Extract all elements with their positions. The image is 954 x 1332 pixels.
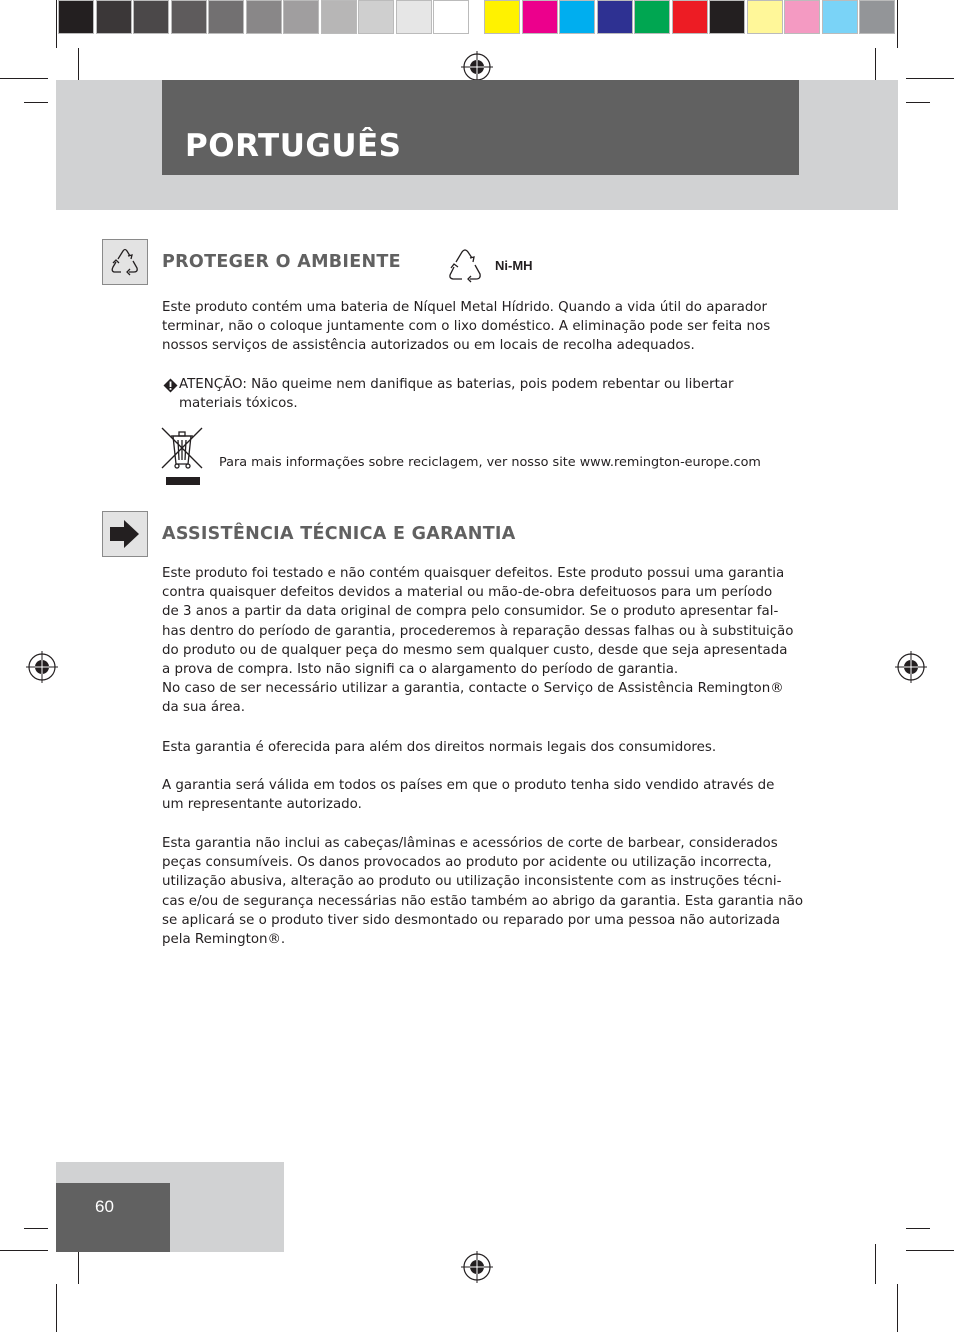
text-line: Este produto contém uma bateria de Níquel Metal Hídrido. Quando a vida útil do aparador (162, 300, 768, 315)
color-swatch (171, 0, 207, 34)
recycle-icon (103, 240, 147, 284)
crop-mark (897, 1284, 898, 1332)
color-swatch (634, 0, 670, 34)
registration-mark-icon (895, 651, 927, 683)
text-line: ATENÇÃO: Não queime nem danifique as baterias, pois podem rebentar ou libertar (179, 377, 734, 392)
warranty-paragraph-3 (162, 776, 802, 814)
crop-mark (56, 1284, 57, 1332)
text-line: Esta garantia não inclui as cabeças/lâminas e acessórios de corte de barbear, considerados (162, 836, 778, 851)
text-line: peças consumíveis. Os danos provocados ao produto por acidente ou utilização incorrecta, (162, 855, 772, 871)
text-line: cas e/ou de segurança necessárias não estão também ao abrigo da garantia. Esta garantia não (162, 893, 804, 909)
crop-mark (56, 0, 57, 48)
color-swatch (246, 0, 282, 34)
crop-mark (906, 78, 954, 79)
warning-diamond-icon (163, 378, 178, 393)
crop-mark (0, 78, 48, 79)
crop-mark (906, 1228, 930, 1229)
color-swatch (859, 0, 895, 34)
text-line: A garantia será válida em todos os países em que o produto tenha sido vendido através de (162, 778, 775, 793)
registration-mark-icon (461, 1251, 493, 1283)
crop-mark (24, 1228, 48, 1229)
text-line: a prova de compra. Isto não signifi ca o alargamento do período de garantia. (162, 661, 679, 677)
text-line: utilização abusiva, alteração ao produto ou utilização inconsistente com as instruções técni- (162, 874, 782, 890)
color-swatch (559, 0, 595, 34)
text-line: se aplicará se o produto tiver sido desmontado ou reparado por uma pessoa não autorizada (162, 912, 781, 928)
color-swatch (484, 0, 520, 34)
recycle-icon (442, 243, 492, 289)
color-swatch (96, 0, 132, 34)
color-swatch (321, 0, 357, 34)
nimh-badge-label: Ni-MH (495, 258, 533, 273)
section-title-environment: PROTEGER O AMBIENTE (162, 252, 401, 272)
color-swatch (283, 0, 319, 34)
color-swatch (747, 0, 783, 34)
color-swatch (58, 0, 94, 34)
color-swatch (822, 0, 858, 34)
color-swatch (597, 0, 633, 34)
recycling-info-text: Para mais informações sobre reciclagem, ver nosso site www.remington-europe.com (219, 455, 761, 470)
crop-mark (78, 48, 79, 84)
crop-mark (875, 48, 876, 84)
process-color-bar (484, 0, 897, 38)
color-swatch (358, 0, 394, 34)
crop-mark (906, 1250, 954, 1251)
text-line: contra quaisquer defeitos devidos a material ou mão-de-obra defeituosos para um período (162, 585, 773, 601)
page-title: PORTUGUÊS (185, 128, 402, 164)
text-line: nossos serviços de assistência autorizados ou em locais de recolha adequados. (162, 338, 695, 354)
text-line: Este produto foi testado e não contém quaisquer defeitos. Este produto possui uma garantia (162, 566, 785, 581)
registration-mark-icon (26, 651, 58, 683)
color-swatch (396, 0, 432, 34)
text-line: do produto ou de qualquer peça do mesmo sem qualquer custo, desde que seja apresentada (162, 642, 788, 658)
page-number: 60 (95, 1197, 114, 1216)
registration-mark-icon (461, 51, 493, 83)
text-line: da sua área. (162, 700, 246, 716)
crossed-bin-icon (160, 426, 206, 488)
environment-paragraph (162, 298, 802, 356)
arrow-icon-box (102, 511, 148, 557)
crop-mark (875, 1244, 876, 1284)
text-line: Esta garantia é oferecida para além dos direitos normais legais dos consumidores. (162, 740, 717, 755)
warranty-paragraph-4 (162, 834, 802, 949)
color-swatch (433, 0, 469, 34)
warranty-paragraph-1 (162, 564, 802, 718)
grayscale-color-bar (58, 0, 471, 38)
crop-mark (897, 0, 898, 48)
color-swatch (208, 0, 244, 34)
crop-mark (24, 102, 48, 103)
crop-mark (906, 102, 930, 103)
text-line: pela Remington®. (162, 931, 286, 947)
text-line: um representante autorizado. (162, 797, 362, 813)
text-line: No caso de ser necessário utilizar a garantia, contacte o Serviço de Assistência Remington® (162, 681, 784, 697)
text-line: materiais tóxicos. (179, 396, 298, 412)
text-line: de 3 anos a partir da data original de compra pelo consumidor. Se o produto apresentar fal- (162, 604, 779, 620)
arrow-right-icon (103, 512, 147, 556)
warranty-paragraph-2 (162, 738, 802, 757)
text-line: terminar, não o coloque juntamente com o lixo doméstico. A eliminação pode ser feita nos (162, 319, 771, 335)
warning-text (179, 375, 819, 413)
color-swatch (784, 0, 820, 34)
page-number-tab (56, 1183, 170, 1252)
section-title-warranty: ASSISTÊNCIA TÉCNICA E GARANTIA (162, 524, 516, 544)
color-swatch (672, 0, 708, 34)
recycle-icon-box (102, 239, 148, 285)
text-line: has dentro do período de garantia, procederemos à reparação dessas falhas ou à substituição (162, 623, 794, 639)
color-swatch (709, 0, 745, 34)
color-swatch (522, 0, 558, 34)
crop-mark (0, 1250, 48, 1251)
color-swatch (133, 0, 169, 34)
